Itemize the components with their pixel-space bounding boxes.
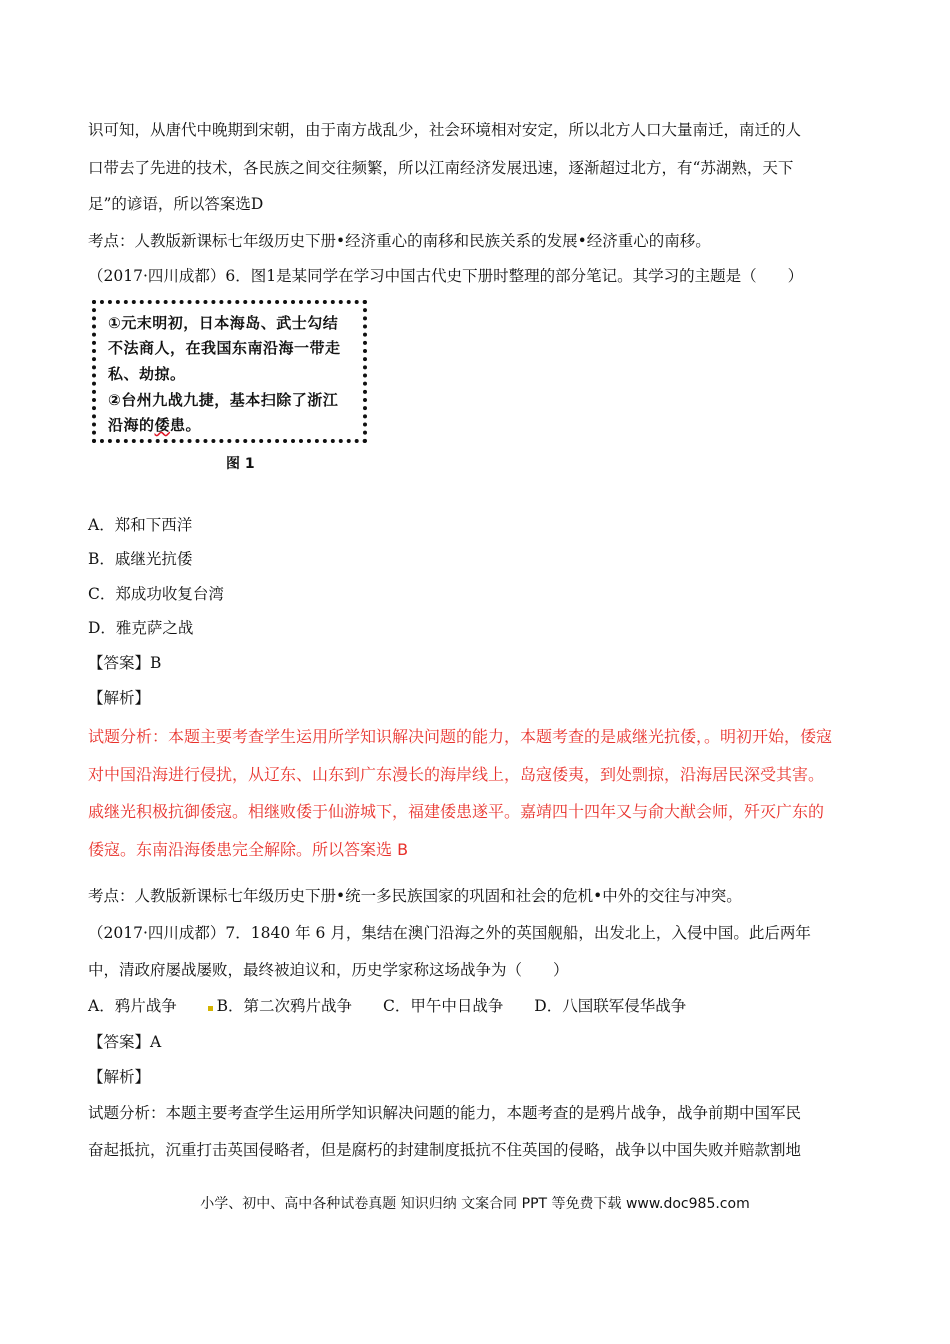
- q6-option-a: A．郑和下西洋: [88, 516, 193, 534]
- kaodian-1: 考点：人教版新课标七年级历史下册•经济重心的南移和民族关系的发展•经济重心的南移。: [88, 232, 711, 250]
- q6-option-d: D．雅克萨之战: [88, 619, 194, 637]
- q7-analysis-label: 【解析】: [88, 1068, 151, 1086]
- q6-option-c: C．郑成功收复台湾: [88, 585, 224, 603]
- q6-analysis-line-1: 试题分析：本题主要考查学生运用所学知识解决问题的能力，本题考查的是戚继光抗倭，。明初开始，倭寇: [88, 727, 833, 746]
- q6-analysis-line-3: 戚继光积极抗御倭寇。相继败倭于仙游城下，福建倭患遂平。嘉靖四十四年又与俞大猷会师，歼灭广东的: [88, 802, 825, 821]
- q7-stem-2: 中，清政府屡战屡败，最终被迫议和，历史学家称这场战争为（ ）: [88, 961, 569, 979]
- q6-option-b: B．戚继光抗倭: [88, 550, 193, 568]
- q7-option-c: C．甲午中日战争: [382, 997, 504, 1015]
- intro-line-2: 口带去了先进的技术，各民族之间交往频繁，所以江南经济发展迅速，逐渐超过北方，有“苏湖熟，天下: [88, 159, 794, 177]
- q7-answer: 【答案】A: [88, 1033, 162, 1051]
- page-footer: 小学、初中、高中各种试卷真题 知识归纳 文案合同 PPT 等免费下载 www.doc985.com: [200, 1196, 750, 1212]
- q6-answer: 【答案】B: [88, 654, 162, 672]
- q7-stem-1: （2017·四川成都）7．1840 年 6 月，集结在澳门沿海之外的英国舰船，出发北上，入侵中国。此后两年: [88, 924, 811, 942]
- note-line-2: 不法商人，在我国东南沿海一带走: [108, 339, 341, 357]
- q7-analysis-line-1: 试题分析：本题主要考查学生运用所学知识解决问题的能力，本题考查的是鸦片战争，战争前期中国军民: [88, 1104, 802, 1122]
- q6-stem: （2017·四川成都）6．图1是某同学在学习中国古代史下册时整理的部分笔记。其学习的主题是（ ）: [88, 267, 804, 285]
- q6-analysis-line-4: 倭寇。东南沿海倭患完全解除。所以答案选 B: [88, 840, 409, 859]
- note-line-5: [108, 414, 201, 435]
- q7-analysis-line-2: 奋起抵抗，沉重打击英国侵略者，但是腐朽的封建制度抵抗不住英国的侵略，战争以中国失败并赔款割地: [88, 1141, 802, 1159]
- highlight-dot-icon: [208, 1006, 213, 1011]
- q7-option-d: D．八国联军侵华战争: [534, 997, 687, 1015]
- intro-line-1: 识可知，从唐代中晚期到宋朝，由于南方战乱少，社会环境相对安定，所以北方人口大量南迁，南迁的人: [88, 121, 802, 139]
- note-wavy-word: 倭: [154, 416, 171, 434]
- figure-caption: 图 1: [226, 456, 255, 472]
- q6-analysis-line-2: 对中国沿海进行侵扰，从辽东、山东到广东漫长的海岸线上，岛寇倭夷，到处剽掠，沿海居民深受其害。: [88, 765, 825, 784]
- kaodian-2: 考点：人教版新课标七年级历史下册•统一多民族国家的巩固和社会的危机•中外的交往与冲突。: [88, 887, 742, 905]
- q7-option-b: B．第二次鸦片战争: [216, 997, 353, 1015]
- note-line-4: ②台州九战九捷，基本扫除了浙江: [108, 391, 339, 409]
- note-line-5-end: 患。: [170, 416, 202, 434]
- q6-analysis-label: 【解析】: [88, 689, 151, 707]
- note-line-5-text: 沿海的: [108, 416, 155, 434]
- note-line-1: ①元末明初，日本海岛、武士勾结: [108, 314, 339, 332]
- intro-line-3: 足”的谚语，所以答案选D: [88, 195, 264, 213]
- q7-option-a: A．鸦片战争: [88, 997, 177, 1015]
- q7-options-row: [88, 994, 686, 1016]
- note-line-3: 私、劫掠。: [108, 365, 186, 383]
